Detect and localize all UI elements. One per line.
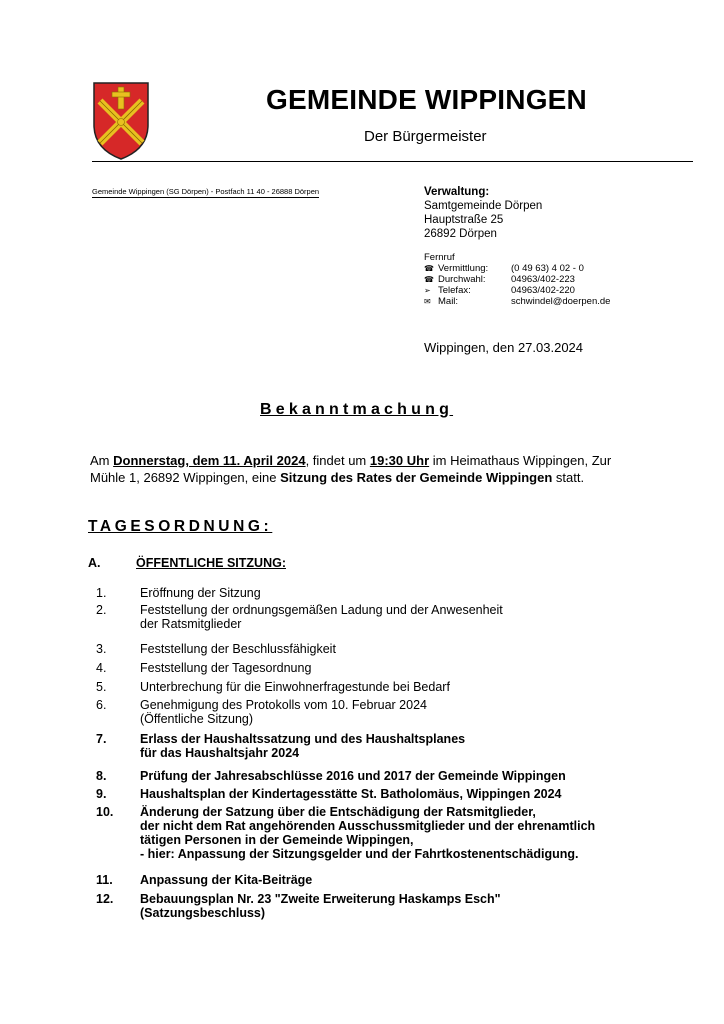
agenda-item-number: 5. (96, 680, 107, 694)
page-title: GEMEINDE WIPPINGEN (266, 84, 587, 115)
agenda-item-number: 11. (96, 873, 113, 887)
agenda-item-text: Genehmigung des Protokolls vom 10. Februar 2024 (Öffentliche Sitzung) (140, 698, 427, 726)
agenda-item-number: 3. (96, 642, 107, 656)
meeting-time: 19:30 Uhr (369, 453, 430, 468)
contact-key: Vermittlung: (438, 263, 489, 274)
agenda-item-text: Prüfung der Jahresabschlüsse 2016 und 2017 der Gemeinde Wippingen (140, 769, 566, 783)
contact-key: Durchwahl: (438, 274, 486, 285)
section-title: ÖFFENTLICHE SITZUNG: (136, 556, 286, 570)
arrow-icon: ➢ (424, 286, 431, 295)
sender-address-line: Gemeinde Wippingen (SG Dörpen) - Postfach 11 40 - 26888 Dörpen (92, 187, 320, 196)
agenda-item-text: Anpassung der Kita-Beiträge (140, 873, 313, 887)
contact-row (424, 296, 610, 307)
contact-value: (0 49 63) 4 02 - 0 (511, 263, 584, 274)
administration-block (424, 185, 542, 241)
contact-heading: Fernruf (424, 252, 455, 263)
intro-text: im Heimathaus Wippingen, Zur Mühle 1, 26892 Wippingen, eine (90, 453, 612, 485)
phone-icon: ☎ (424, 275, 434, 284)
contact-row (424, 263, 610, 274)
contact-email[interactable]: schwindel@doerpen.de (511, 296, 611, 307)
intro-paragraph (90, 452, 650, 486)
meeting-date: Donnerstag, dem 11. April 2024 (113, 453, 306, 468)
mail-icon: ✉ (424, 297, 431, 306)
agenda-item-number: 4. (96, 661, 107, 675)
intro-text: , findet um (305, 453, 370, 468)
agenda-item-text: Unterbrechung für die Einwohnerfragestunde bei Bedarf (140, 680, 450, 694)
agenda-item-number: 10. (96, 805, 114, 819)
agenda-item-number: 12. (96, 892, 114, 906)
agenda-item-number: 2. (96, 603, 107, 617)
agenda-item-number: 7. (96, 732, 107, 746)
agenda-item-text: Änderung der Satzung über die Entschädigung der Ratsmitglieder, der nicht dem Rat angehörenden Ausschussmitglieder und der ehrenamtlich tätigen Personen in der Gemeinde Wippingen, - hier: Anpassung der Sitzungsgelder und der Fahrtkostenentschädigung. (140, 805, 596, 861)
agenda-item-number: 6. (96, 698, 107, 712)
agenda-item-text: Feststellung der Beschlussfähigkeit (140, 642, 336, 656)
section-heading (88, 556, 286, 570)
administration-line: 26892 Dörpen (424, 228, 497, 240)
agenda-item-text: Erlass der Haushaltssatzung und des Haushaltsplanes für das Haushaltsjahr 2024 (140, 732, 466, 760)
document-date: Wippingen, den 27.03.2024 (424, 340, 584, 355)
contact-row (424, 274, 610, 285)
contact-row (424, 285, 610, 296)
phone-icon: ☎ (424, 264, 434, 273)
agenda-heading: TAGESORDNUNG: (88, 518, 273, 535)
header-divider (92, 161, 693, 162)
page-subtitle: Der Bürgermeister (364, 128, 487, 145)
agenda-item-text: Bebauungsplan Nr. 23 "Zweite Erweiterung Haskamps Esch" (Satzungsbeschluss) (140, 892, 501, 920)
agenda-item-text: Feststellung der Tagesordnung (140, 661, 312, 675)
intro-text: Am (90, 453, 114, 468)
section-number: A. (88, 556, 101, 570)
administration-line: Samtgemeinde Dörpen (424, 200, 543, 212)
announcement-title: Bekanntmachung (260, 401, 454, 418)
agenda-item-number: 1. (96, 586, 107, 600)
contact-value: 04963/402-223 (511, 274, 575, 285)
agenda-item-text: Haushaltsplan der Kindertagesstätte St. Batholomäus, Wippingen 2024 (140, 787, 562, 801)
contact-key: Mail: (438, 296, 459, 307)
agenda-item-text: Feststellung der ordnungsgemäßen Ladung und der Anwesenheit der Ratsmitglieder (140, 603, 503, 631)
contact-value: 04963/402-220 (511, 285, 575, 296)
contact-block (424, 252, 610, 307)
administration-line: Hauptstraße 25 (424, 214, 504, 226)
intro-text: statt. (552, 470, 585, 485)
contact-key: Telefax: (438, 285, 471, 296)
meeting-event: Sitzung des Rates der Gemeinde Wippingen (280, 470, 553, 485)
administration-label: Verwaltung: (424, 186, 490, 198)
agenda-item-number: 9. (96, 787, 107, 801)
municipal-coat-of-arms-icon (92, 81, 150, 161)
agenda-item-number: 8. (96, 769, 107, 783)
agenda-item-text: Eröffnung der Sitzung (140, 586, 261, 600)
